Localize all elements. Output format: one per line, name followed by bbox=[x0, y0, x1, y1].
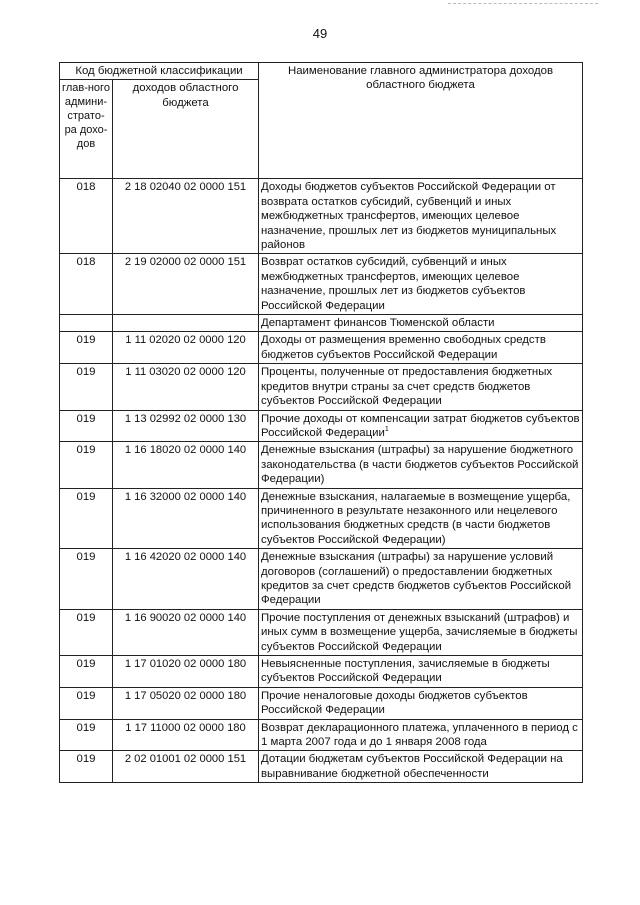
income-name-cell bbox=[259, 751, 583, 783]
administrator-code-cell: 019 bbox=[60, 687, 113, 719]
administrator-code-header: глав-ного админи-страто-ра дохо-дов bbox=[60, 80, 113, 179]
income-name-text: Денежные взыскания, налагаемые в возмещение ущерба, причиненного в результате незаконного или нецелевого использования бюджетных средств (в части бюджетов субъектов Российской Федерации) bbox=[261, 490, 571, 546]
income-name-text: Прочие поступления от денежных взысканий (штрафов) и иных сумм в возмещение ущерба, зачисляемые в бюджеты субъектов Российской Федерации bbox=[261, 611, 578, 653]
table-row bbox=[60, 609, 583, 655]
income-name-text: Денежные взыскания (штрафы) за нарушение бюджетного законодательства (в части бюджетов субъектов Российской Федерации) bbox=[261, 444, 579, 486]
table-row bbox=[60, 442, 583, 488]
income-name-text: Возврат декларационного платежа, уплаченного в период с 1 марта 2007 года и до 1 января 2008 года bbox=[261, 721, 578, 749]
income-code-cell: 1 17 01020 02 0000 180 bbox=[113, 656, 259, 688]
income-name-text: Доходы от размещения временно свободных средств бюджетов субъектов Российской Федерации bbox=[261, 334, 546, 361]
income-code-cell: 1 11 03020 02 0000 120 bbox=[113, 364, 259, 410]
administrator-code-cell: 019 bbox=[60, 332, 113, 364]
income-name-text: Доходы бюджетов субъектов Российской Федерации от возврата остатков субсидий, субвенций и иных межбюджетных трансфертов, имеющих целевое назначение, прошлых лет из бюджетов муниципальных районов bbox=[261, 181, 557, 252]
page-number: 49 bbox=[312, 26, 328, 41]
income-name-text: Прочие доходы от компенсации затрат бюджетов субъектов Российской Федерации bbox=[261, 412, 580, 439]
income-name-text: Невыясненные поступления, зачисляемые в бюджеты субъектов Российской Федерации bbox=[261, 658, 550, 685]
income-code-cell: 1 17 05020 02 0000 180 bbox=[113, 687, 259, 719]
income-code-cell: 2 18 02040 02 0000 151 bbox=[113, 179, 259, 254]
income-code-cell: 2 02 01001 02 0000 151 bbox=[113, 751, 259, 783]
table-row bbox=[60, 332, 583, 364]
table-row bbox=[60, 488, 583, 549]
income-name-cell bbox=[259, 687, 583, 719]
income-code-cell: 2 19 02000 02 0000 151 bbox=[113, 254, 259, 315]
administrator-code-cell: 019 bbox=[60, 719, 113, 751]
income-name-text: Прочие неналоговые доходы бюджетов субъектов Российской Федерации bbox=[261, 689, 528, 717]
administrator-code-cell bbox=[60, 315, 113, 332]
administrator-code-cell: 019 bbox=[60, 488, 113, 549]
department-row bbox=[60, 315, 583, 332]
income-name-text: Возврат остатков субсидий, субвенций и иных межбюджетных трансфертов, имеющих целевое назначение, прошлых лет из бюджетов субъектов Российской Федерации bbox=[261, 256, 526, 312]
income-code-cell: 1 13 02992 02 0000 130 bbox=[113, 410, 259, 442]
income-code-cell: 1 11 02020 02 0000 120 bbox=[113, 332, 259, 364]
scan-artifact bbox=[448, 3, 598, 5]
income-code-cell: 1 17 11000 02 0000 180 bbox=[113, 719, 259, 751]
administrator-code-cell: 018 bbox=[60, 179, 113, 254]
income-name-text: Департамент финансов Тюменской области bbox=[261, 317, 495, 330]
income-name-cell bbox=[259, 332, 583, 364]
income-name-cell bbox=[259, 179, 583, 254]
budget-classification-table bbox=[59, 62, 583, 783]
administrator-code-cell: 019 bbox=[60, 751, 113, 783]
table-row bbox=[60, 179, 583, 254]
income-name-cell bbox=[259, 410, 583, 442]
income-code-cell bbox=[113, 315, 259, 332]
footnote-mark: 1 bbox=[384, 426, 389, 434]
administrator-code-cell: 019 bbox=[60, 609, 113, 655]
income-name-cell bbox=[259, 719, 583, 751]
table-row bbox=[60, 751, 583, 783]
income-code-cell: 1 16 32000 02 0000 140 bbox=[113, 488, 259, 549]
income-name-text: Денежные взыскания (штрафы) за нарушение условий договоров (соглашений) о предоставлении бюджетных кредитов за счет средств бюджетов субъектов Российской Федерации bbox=[261, 551, 572, 607]
table-row bbox=[60, 719, 583, 751]
administrator-code-cell: 019 bbox=[60, 410, 113, 442]
table-row bbox=[60, 687, 583, 719]
administrator-code-cell: 019 bbox=[60, 549, 113, 610]
table-row bbox=[60, 254, 583, 315]
table-row bbox=[60, 656, 583, 688]
administrator-code-cell: 019 bbox=[60, 656, 113, 688]
administrator-name-header: Наименование главного администратора доходов областного бюджета bbox=[259, 63, 583, 179]
income-name-text: Дотации бюджетам субъектов Российской Федерации на выравнивание бюджетной обеспеченности bbox=[261, 753, 563, 780]
income-code-header: доходов областного бюджета bbox=[113, 80, 259, 179]
budget-code-group-header: Код бюджетной классификации bbox=[60, 63, 259, 80]
administrator-code-cell: 019 bbox=[60, 364, 113, 410]
table-body bbox=[60, 179, 583, 783]
income-name-cell bbox=[259, 549, 583, 610]
administrator-code-cell: 018 bbox=[60, 254, 113, 315]
income-name-text: Проценты, полученные от предоставления бюджетных кредитов внутри страны за счет средств бюджетов субъектов Российской Федерации bbox=[261, 366, 553, 408]
income-name-cell bbox=[259, 364, 583, 410]
income-name-cell bbox=[259, 609, 583, 655]
table-row bbox=[60, 410, 583, 442]
table-row bbox=[60, 549, 583, 610]
income-name-cell bbox=[259, 442, 583, 488]
income-name-cell bbox=[259, 656, 583, 688]
income-code-cell: 1 16 90020 02 0000 140 bbox=[113, 609, 259, 655]
income-code-cell: 1 16 42020 02 0000 140 bbox=[113, 549, 259, 610]
table-row bbox=[60, 364, 583, 410]
department-name-cell bbox=[259, 315, 583, 332]
income-name-cell bbox=[259, 254, 583, 315]
income-code-cell: 1 16 18020 02 0000 140 bbox=[113, 442, 259, 488]
income-name-cell bbox=[259, 488, 583, 549]
administrator-code-cell: 019 bbox=[60, 442, 113, 488]
